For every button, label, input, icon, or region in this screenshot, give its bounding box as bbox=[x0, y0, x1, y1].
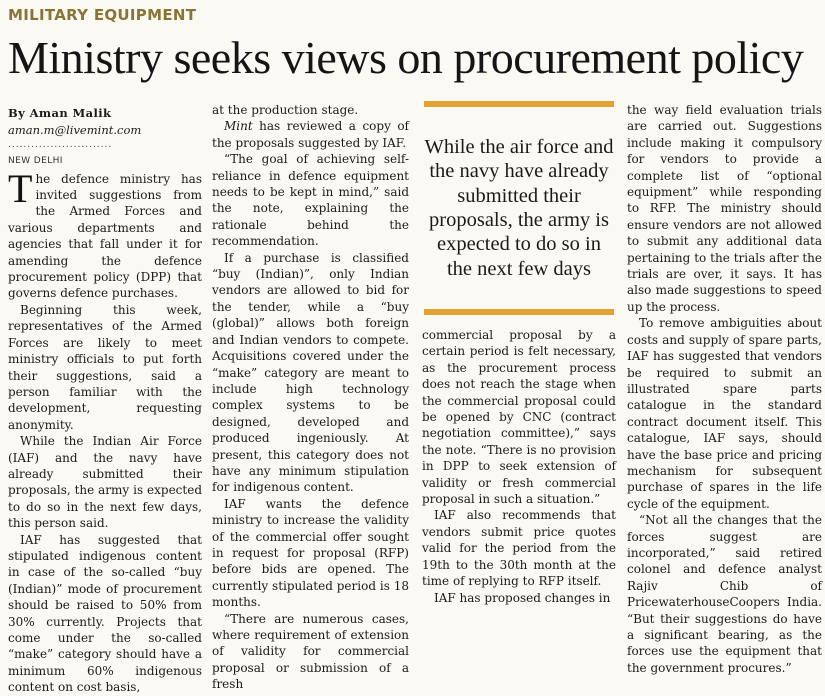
paragraph: “The goal of achieving self-reliance in defence equipment needs to be kept in mind,” said the note, explaining the rationale behind the recommendation. bbox=[212, 152, 409, 249]
paragraph: To remove ambiguities about costs and supply of spare parts, IAF has suggested that vendors be required to submit an illustrated spare parts catalogue in the standard contract document itself. This catalogue, IAF says, should have the base price and pricing mechanism for subsequent purchase of spares in the life cycle of the equipment. bbox=[627, 316, 822, 511]
paragraph: If a purchase is classified “buy (Indian)”, only Indian vendors are allowed to bid for the tender, while a “buy (global)” allows both foreign and Indian vendors to compete. Acquisitions covered under the “make” category are meant to include high technology complex systems to be designed, developed and produced ingeniously. At present, this category does not have any minimum stipulation for indigenous content. bbox=[212, 250, 409, 495]
article-column-1 bbox=[8, 102, 202, 696]
headline: Ministry seeks views on procurement policy bbox=[8, 32, 804, 83]
paragraph bbox=[212, 118, 409, 151]
section-kicker: MILITARY EQUIPMENT bbox=[8, 6, 197, 24]
paragraph: commercial proposal by a certain period is felt necessary, as the procurement process does not reach the stage when the commercial proposal could be opened by CNC (contract negotiation committee),” says the note. “There is no provision in DPP to seek extension of validity or fresh commercial proposal in such a situation.” bbox=[422, 328, 616, 507]
author-email: aman.m@livemint.com bbox=[8, 123, 142, 138]
dateline: NEW DELHI bbox=[8, 156, 63, 167]
paragraph: Beginning this week, representatives of the Armed Forces are likely to meet ministry officials to put forth their suggestions, said a person familiar with the development, requesting anonymity. bbox=[8, 302, 202, 432]
paragraph: at the production stage. bbox=[212, 103, 359, 117]
paragraph: IAF has proposed changes in bbox=[434, 590, 611, 605]
drop-cap: T bbox=[8, 165, 33, 211]
byline: By Aman Malik bbox=[8, 106, 112, 120]
lead-paragraph bbox=[8, 165, 202, 302]
paragraph: “There are numerous cases, where requirement of extension of validity for commercial proposal or submission of a fresh bbox=[212, 611, 409, 692]
article-column-2 bbox=[212, 102, 409, 693]
paragraph-text: has reviewed a copy of the proposals suggested by IAF. bbox=[212, 119, 409, 150]
paragraph: IAF also recommends that vendors submit price quotes valid for the period from the 19th to the 30th month at the time of replying to RFP itself. bbox=[422, 508, 616, 589]
paragraph: IAF wants the defence ministry to increase the validity of the commercial offer sought in request for proposal (RFP) before bids are opened. The currently stipulated period is 18 months. bbox=[212, 496, 409, 610]
publication-name: Mint bbox=[224, 119, 253, 134]
paragraph: While the Indian Air Force (IAF) and the navy have already submitted their proposals, the army is expected to do so in the next few days, this person said. bbox=[8, 434, 202, 531]
article-column-4 bbox=[627, 102, 822, 676]
pull-quote bbox=[424, 101, 614, 315]
lead-text: he defence ministry has invited suggestions from the Armed Forces and various departments and agencies that fall under it for amending the defence procurement policy (DPP) that governs defence purchases. bbox=[8, 171, 202, 301]
paragraph: the way field evaluation trials are carried out. Suggestions include making it compulsory for vendors to provide a complete list of “optional equipment” while responding to RFP. The ministry should ensure vendors are not allowed to submit any additional data pertaining to the trials after the trials are over, it says. It has also made suggestions to speed up the process. bbox=[627, 103, 822, 314]
paragraph: IAF has suggested that stipulated indigenous content in case of the so-called “buy (Indian)” mode of procurement should be raised to 50% from 30% currently. Projects that come under the so-called “make” category should have a minimum 60% indigenous content on cost basis, bbox=[8, 532, 202, 695]
byline-divider: ........................... bbox=[8, 139, 113, 150]
article-column-3 bbox=[422, 327, 616, 606]
pull-quote-text: While the air force and the navy have already submitted their proposals, the army is expected to do so in the next few days bbox=[424, 135, 614, 280]
paragraph: “Not all the changes that the forces suggest are incorporated,” said retired colonel and defence analyst Rajiv Chib of PricewaterhouseCoopers India. “But their suggestions do have a significant bearing, as the forces use the equipment that the government procures.” bbox=[627, 513, 822, 675]
